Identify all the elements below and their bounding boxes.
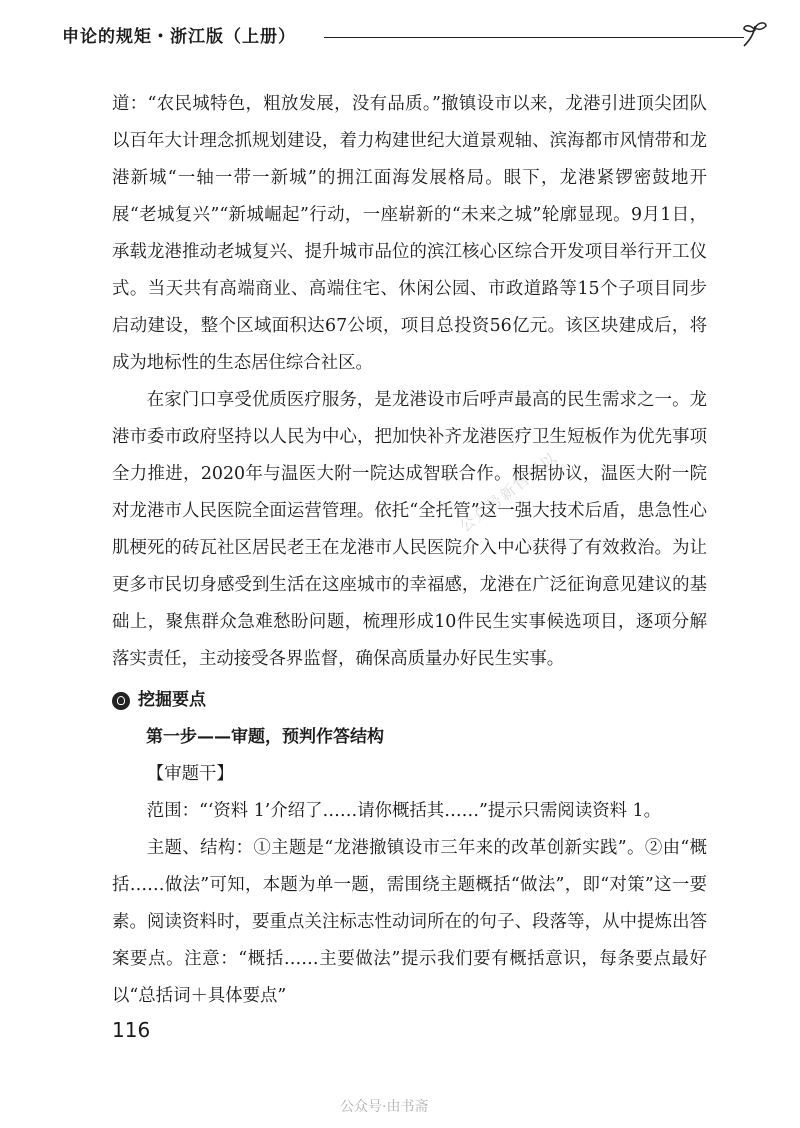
paragraph-medical-services: 在家门口享受优质医疗服务，是龙港设市后呼声最高的民生需求之一。龙港市委市政府坚持以人民为中心，把加快补齐龙港医疗卫生短板作为优先事项全力推进，2020年与温医大附一院达成智联合作。根据协议，温医大附一院对龙港市人民医院全面运营管理。依托“全托管”这一强大技术后盾，患急性心肌梗死的砖瓦社区居民老王在龙港市人民医院介入中心获得了有效救治。为让更多市民切身感受到生活在这座城市的幸福感，龙港在广泛征询意见建议的基础上，聚焦群众急难愁盼问题，梳理形成10件民生实事候选项目，逐项分解落实责任，主动接受各界监督，确保高质量办好民生实事。 [112, 390, 707, 669]
book-title: 申论的规矩・浙江版（上册） [62, 27, 296, 47]
main-text [112, 86, 707, 1015]
section-heading-label: 挖掘要点 [138, 690, 206, 710]
page-number: 116 [112, 1018, 151, 1042]
watermark: 公众号新官可以 [456, 448, 562, 536]
section-heading [112, 682, 707, 719]
lightbulb-icon [112, 692, 130, 710]
footer-stamp: 公众号·由书斋 [340, 1099, 429, 1115]
theme-structure-paragraph: 主题、结构：①主题是“龙港撤镇设市三年来的改革创新实践”。②由“概括……做法”可知，本题为单一题，需围绕主题概括“做法”，即“对策”这一要素。阅读资料时，要重点关注标志性动词所在的句子、段落等，从中提炼出答案要点。注意：“概括……主要做法”提示我们要有概括意识，每条要点最好以“总括词＋具体要点” [112, 838, 707, 1006]
subsection-label: 【审题干】 [146, 764, 234, 784]
sprout-icon [740, 20, 770, 48]
header-rule [324, 37, 744, 38]
scope-paragraph: 范围：“‘资料 1’介绍了……请你概括其……”提示只需阅读资料 1。 [146, 801, 661, 821]
paragraph-longgang-construction: 道：“农民城特色，粗放发展，没有品质。”撤镇设市以来，龙港引进顶尖团队以百年大计理念抓规划建设，着力构建世纪大道景观轴、滨海都市风情带和龙港新城“一轴一带一新城”的拥江面海发展格局。眼下，龙港紧锣密鼓地开展“老城复兴”“新城崛起”行动，一座崭新的“未来之城”轮廓显现。9月1日，承载龙港推动老城复兴、提升城市品位的滨江核心区综合开发项目举行开工仪式。当天共有高端商业、高端住宅、休闲公园、市政道路等15个子项目同步启动建设，整个区域面积达67公顷，项目总投资56亿元。该区块建成后，将成为地标性的生态居住综合社区。 [112, 94, 707, 373]
running-header [62, 18, 722, 48]
step-title: 第一步——审题，预判作答结构 [146, 727, 384, 747]
